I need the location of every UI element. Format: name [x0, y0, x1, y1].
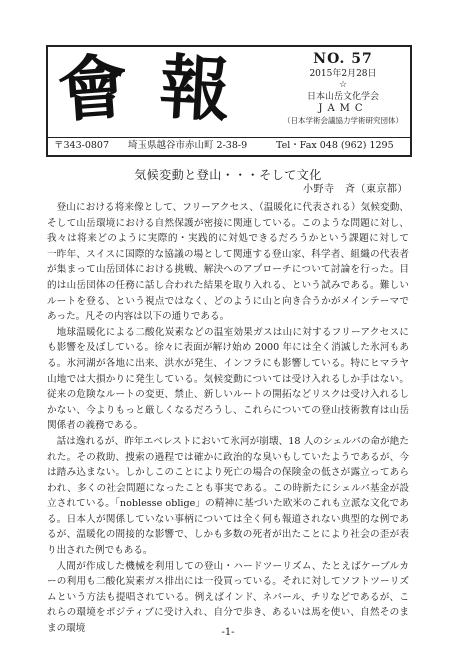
star-icon: ☆ — [338, 80, 348, 90]
issue-number: NO. 57 — [313, 51, 373, 67]
newsletter-title — [48, 44, 273, 137]
article-author: 小野寺 斉（東京都） — [303, 184, 408, 195]
title-char-2: 報 — [157, 45, 233, 132]
article-paragraph: 地球温暖化による二酸化炭素などの温室効果ガスは山に対するフリーアクセスにも影響を及ぼしている。徐々に表面が解け始め 2000 年には全く消滅した氷河もある。氷河湖が各地に出来、洪水が発生、インフラにも影響している。特にヒマラヤ山地では大損かりに発生している。気候変動については受け入れるしか手はない。従来の危険なルートの変更、禁止、新しいルートの開拓などリスクは受け入れるしかない、今よりもっと厳しくなるだろうし、これらについての登山技術教育は山岳関係者の義務である。 — [47, 326, 409, 432]
issue-info — [280, 51, 406, 135]
org-abbreviation: JAMC — [318, 103, 368, 114]
org-affiliation: （日本学術会議協力学術研究団体） — [283, 116, 403, 125]
article-paragraph: 話は逸れるが、昨年エベレストにおいて氷河が崩壊、18 人のシェルパの命が絶たれた。その救助、捜索の過程では確かに政治的な臭いもしていたようであるが、今は踏み込まない。しかしこのことにより死亡の場合の保険金の低さが露立ってあらわれ、多くの社会問題になったことも事実である。この時新たにシェルパ基金が設立されている。「noblesse oblige」の精神に基づいた欧米のこれも立派な文化である。日本人が関係していない事柄については全く何も報道されない典型的な例であるが、温暖化の間接的な影響で、しかも多数の死者が出たことにより社会の歪が表り出された例でもある。 — [47, 435, 409, 557]
phone-fax: Tel・Fax 048 (962) 1295 — [276, 140, 394, 151]
issue-date: 2015年2月28日 — [309, 69, 377, 79]
article-paragraph: 人間が作成した機械を利用しての登山・ハードツーリズム、たとえばケーブルカーの利用も二酸化炭素ガス排出には一役買っている。それに対してソフトツーリズムという方法も提唱されている。例えばインド、ネパール、チリなどであるが、これらの環境をポジティブに受け入れ、自分で歩き、あるいは馬を使い、自然そのままの環境 — [47, 560, 409, 635]
article-body — [47, 200, 419, 637]
postal-code: 〒343-0807 — [54, 140, 110, 151]
org-name: 日本山岳文化学会 — [306, 92, 379, 102]
article-title: 気候変動と登山・・・そして文化 — [134, 168, 322, 182]
masthead — [46, 45, 412, 157]
street-address: 埼玉県越谷市赤山町 2-38-9 — [128, 140, 248, 151]
title-char-1: 會 — [55, 44, 131, 133]
article-paragraph: 登山における将来像として、フリーアクセス、（温暖化に代表される）気候変動、そして山岳環境における自然保護が密接に関連している。このような問題に対し、我々は将来どのように実際的・実践的に対処できるだろうかという課題に対して 一昨年、スイスに国際的な協議の場として関連する登山家、科学者、組織の代表者が集まって山岳団体における挑戦、解決へのアプローチについて討論を行った。目的は山岳団体の任務に話し合われた結果を取り入れる、という試みである。難しいルートを登る、という視点ではなく、どのように山と向き合うかがメインテーマであった。凡その内容は以下の通りである。 — [47, 202, 419, 323]
masthead-top — [48, 44, 410, 138]
contact-address — [48, 138, 410, 153]
page-number: -1- — [221, 627, 235, 638]
